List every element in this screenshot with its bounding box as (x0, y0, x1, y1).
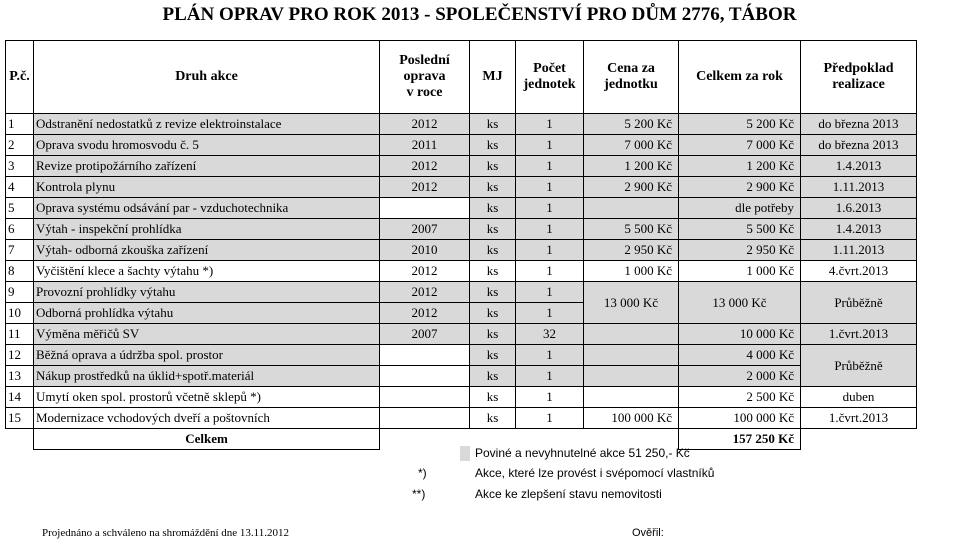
row-pocet: 1 (516, 261, 584, 282)
row-akce: Oprava svodu hromosvodu č. 5 (34, 135, 380, 156)
merged-realizace-12-13: Průběžně (801, 345, 917, 387)
table-row (6, 114, 917, 135)
row-akce: Modernizace vchodových dveří a poštovních (34, 408, 380, 429)
row-pocet: 1 (516, 177, 584, 198)
row-pocet: 1 (516, 156, 584, 177)
row-celkem: 7 000 Kč (679, 135, 801, 156)
row-rok: 2010 (380, 240, 470, 261)
row-pocet: 1 (516, 345, 584, 366)
row-rok: 2012 (380, 303, 470, 324)
total-label: Celkem (34, 429, 380, 450)
row-cena (584, 198, 679, 219)
header-posledni-line1: Poslední (399, 53, 450, 68)
row-mj: ks (470, 135, 516, 156)
total-spacer (801, 429, 917, 450)
row-celkem: 2 950 Kč (679, 240, 801, 261)
header-pocet-line1: Počet (533, 61, 566, 76)
row-pocet: 1 (516, 387, 584, 408)
row-pocet: 32 (516, 324, 584, 345)
row-pocet: 1 (516, 219, 584, 240)
row-number: 1 (6, 114, 34, 135)
table-row (6, 135, 917, 156)
row-pocet: 1 (516, 240, 584, 261)
row-rok: 2011 (380, 135, 470, 156)
row-mj: ks (470, 240, 516, 261)
row-mj: ks (470, 303, 516, 324)
row-mj: ks (470, 261, 516, 282)
row-pocet: 1 (516, 366, 584, 387)
merged-celkem-9-10: 13 000 Kč (679, 282, 801, 324)
total-spacer (6, 429, 34, 450)
header-mj: MJ (470, 41, 516, 114)
header-pc: P.č. (6, 41, 34, 114)
table-row (6, 198, 917, 219)
row-number: 5 (6, 198, 34, 219)
header-pocet (516, 41, 584, 114)
repair-plan-table (5, 40, 917, 450)
row-cena (584, 324, 679, 345)
row-rok (380, 198, 470, 219)
page-title: PLÁN OPRAV PRO ROK 2013 - SPOLEČENSTVÍ PRO DŮM 2776, TÁBOR (162, 4, 797, 25)
row-celkem: 4 000 Kč (679, 345, 801, 366)
header-posledni-line3: v roce (406, 85, 443, 100)
header-druh-akce: Druh akce (34, 41, 380, 114)
table-row (6, 177, 917, 198)
footer-approval: Projednáno a schváleno na shromáždění dne 13.11.2012 (42, 527, 290, 539)
row-celkem: 2 500 Kč (679, 387, 801, 408)
row-celkem: dle potřeby (679, 198, 801, 219)
row-number: 9 (6, 282, 34, 303)
row-realizace: 1.čvrt.2013 (801, 408, 917, 429)
header-posledni-oprava (380, 41, 470, 114)
row-akce: Odborná prohlídka výtahu (34, 303, 380, 324)
table-row (6, 366, 917, 387)
row-number: 10 (6, 303, 34, 324)
table-row (6, 345, 917, 366)
row-realizace: 1.4.2013 (801, 219, 917, 240)
row-pocet: 1 (516, 198, 584, 219)
header-cena-line1: Cena za (607, 61, 655, 76)
row-number: 12 (6, 345, 34, 366)
row-akce: Nákup prostředků na úklid+spotř.materiál (34, 366, 380, 387)
legend-gray-swatch (460, 446, 470, 461)
row-akce: Vyčištění klece a šachty výtahu *) (34, 261, 380, 282)
table-row (6, 282, 917, 303)
row-number: 6 (6, 219, 34, 240)
row-akce: Výtah - inspekční prohlídka (34, 219, 380, 240)
row-realizace: 1.4.2013 (801, 156, 917, 177)
row-number: 3 (6, 156, 34, 177)
row-akce: Běžná oprava a údržba spol. prostor (34, 345, 380, 366)
row-cena (584, 345, 679, 366)
row-cena: 1 000 Kč (584, 261, 679, 282)
row-mj: ks (470, 387, 516, 408)
row-celkem: 2 900 Kč (679, 177, 801, 198)
footer-verified: Ověřil: (632, 527, 664, 539)
table-row (6, 156, 917, 177)
total-value: 157 250 Kč (679, 429, 801, 450)
row-mj: ks (470, 324, 516, 345)
row-cena: 7 000 Kč (584, 135, 679, 156)
header-predpoklad (801, 41, 917, 114)
row-celkem: 100 000 Kč (679, 408, 801, 429)
row-mj: ks (470, 198, 516, 219)
row-realizace: 1.11.2013 (801, 177, 917, 198)
merged-cena-9-10: 13 000 Kč (584, 282, 679, 324)
legend-gray-text: Poviné a nevyhnutelné akce 51 250,- Kč (475, 446, 690, 460)
table-row (6, 387, 917, 408)
table-row (6, 261, 917, 282)
row-number: 7 (6, 240, 34, 261)
row-cena: 2 900 Kč (584, 177, 679, 198)
header-cena-line2: jednotku (604, 77, 658, 92)
legend-dstar-text: Akce ke zlepšení stavu nemovitosti (475, 487, 662, 501)
row-pocet: 1 (516, 303, 584, 324)
row-akce: Výměna měřičů SV (34, 324, 380, 345)
row-realizace: 1.čvrt.2013 (801, 324, 917, 345)
row-rok: 2012 (380, 261, 470, 282)
legend-star-mark: *) (418, 466, 427, 480)
row-number: 2 (6, 135, 34, 156)
total-spacer (380, 429, 470, 450)
row-rok (380, 366, 470, 387)
header-posledni-line2: oprava (403, 69, 446, 84)
row-rok (380, 387, 470, 408)
row-realizace: 1.11.2013 (801, 240, 917, 261)
row-pocet: 1 (516, 114, 584, 135)
header-predpoklad-line1: Předpoklad (823, 61, 894, 76)
row-realizace: 4.čvrt.2013 (801, 261, 917, 282)
row-rok: 2012 (380, 282, 470, 303)
row-rok: 2012 (380, 156, 470, 177)
row-celkem: 2 000 Kč (679, 366, 801, 387)
row-mj: ks (470, 219, 516, 240)
row-number: 8 (6, 261, 34, 282)
table-header-row (6, 41, 917, 114)
row-pocet: 1 (516, 135, 584, 156)
row-mj: ks (470, 408, 516, 429)
row-mj: ks (470, 177, 516, 198)
table-row (6, 240, 917, 261)
row-akce: Výtah- odborná zkouška zařízení (34, 240, 380, 261)
row-rok (380, 408, 470, 429)
row-number: 14 (6, 387, 34, 408)
row-rok: 2012 (380, 114, 470, 135)
row-cena: 1 200 Kč (584, 156, 679, 177)
row-mj: ks (470, 114, 516, 135)
row-realizace: 1.6.2013 (801, 198, 917, 219)
row-cena: 5 500 Kč (584, 219, 679, 240)
row-rok: 2007 (380, 219, 470, 240)
row-mj: ks (470, 345, 516, 366)
row-cena (584, 387, 679, 408)
row-rok (380, 345, 470, 366)
row-akce: Odstranění nedostatků z revize elektroinstalace (34, 114, 380, 135)
row-akce: Revize protipožárního zařízení (34, 156, 380, 177)
row-akce: Kontrola plynu (34, 177, 380, 198)
row-cena (584, 366, 679, 387)
row-cena: 5 200 Kč (584, 114, 679, 135)
row-akce: Oprava systému odsávání par - vzduchotechnika (34, 198, 380, 219)
row-number: 4 (6, 177, 34, 198)
merged-realizace-9-10: Průběžně (801, 282, 917, 324)
row-number: 13 (6, 366, 34, 387)
row-cena: 100 000 Kč (584, 408, 679, 429)
row-celkem: 1 200 Kč (679, 156, 801, 177)
row-mj: ks (470, 156, 516, 177)
row-realizace: do března 2013 (801, 135, 917, 156)
table-row (6, 324, 917, 345)
row-celkem: 5 200 Kč (679, 114, 801, 135)
header-celkem: Celkem za rok (679, 41, 801, 114)
row-rok: 2007 (380, 324, 470, 345)
row-mj: ks (470, 366, 516, 387)
row-pocet: 1 (516, 282, 584, 303)
header-pocet-line2: jednotek (523, 77, 576, 92)
row-number: 15 (6, 408, 34, 429)
row-celkem: 10 000 Kč (679, 324, 801, 345)
row-celkem: 1 000 Kč (679, 261, 801, 282)
row-celkem: 5 500 Kč (679, 219, 801, 240)
row-mj: ks (470, 282, 516, 303)
row-number: 11 (6, 324, 34, 345)
row-cena: 2 950 Kč (584, 240, 679, 261)
row-realizace: do března 2013 (801, 114, 917, 135)
header-predpoklad-line2: realizace (832, 77, 885, 92)
row-akce: Umytí oken spol. prostorů včetně sklepů *) (34, 387, 380, 408)
row-akce: Provozní prohlídky výtahu (34, 282, 380, 303)
legend-dstar-mark: **) (412, 487, 426, 501)
legend-star-text: Akce, které lze provést i svépomocí vlastníků (475, 466, 715, 480)
table-row (6, 219, 917, 240)
row-rok: 2012 (380, 177, 470, 198)
header-cena (584, 41, 679, 114)
row-realizace: duben (801, 387, 917, 408)
table-row (6, 408, 917, 429)
row-pocet: 1 (516, 408, 584, 429)
